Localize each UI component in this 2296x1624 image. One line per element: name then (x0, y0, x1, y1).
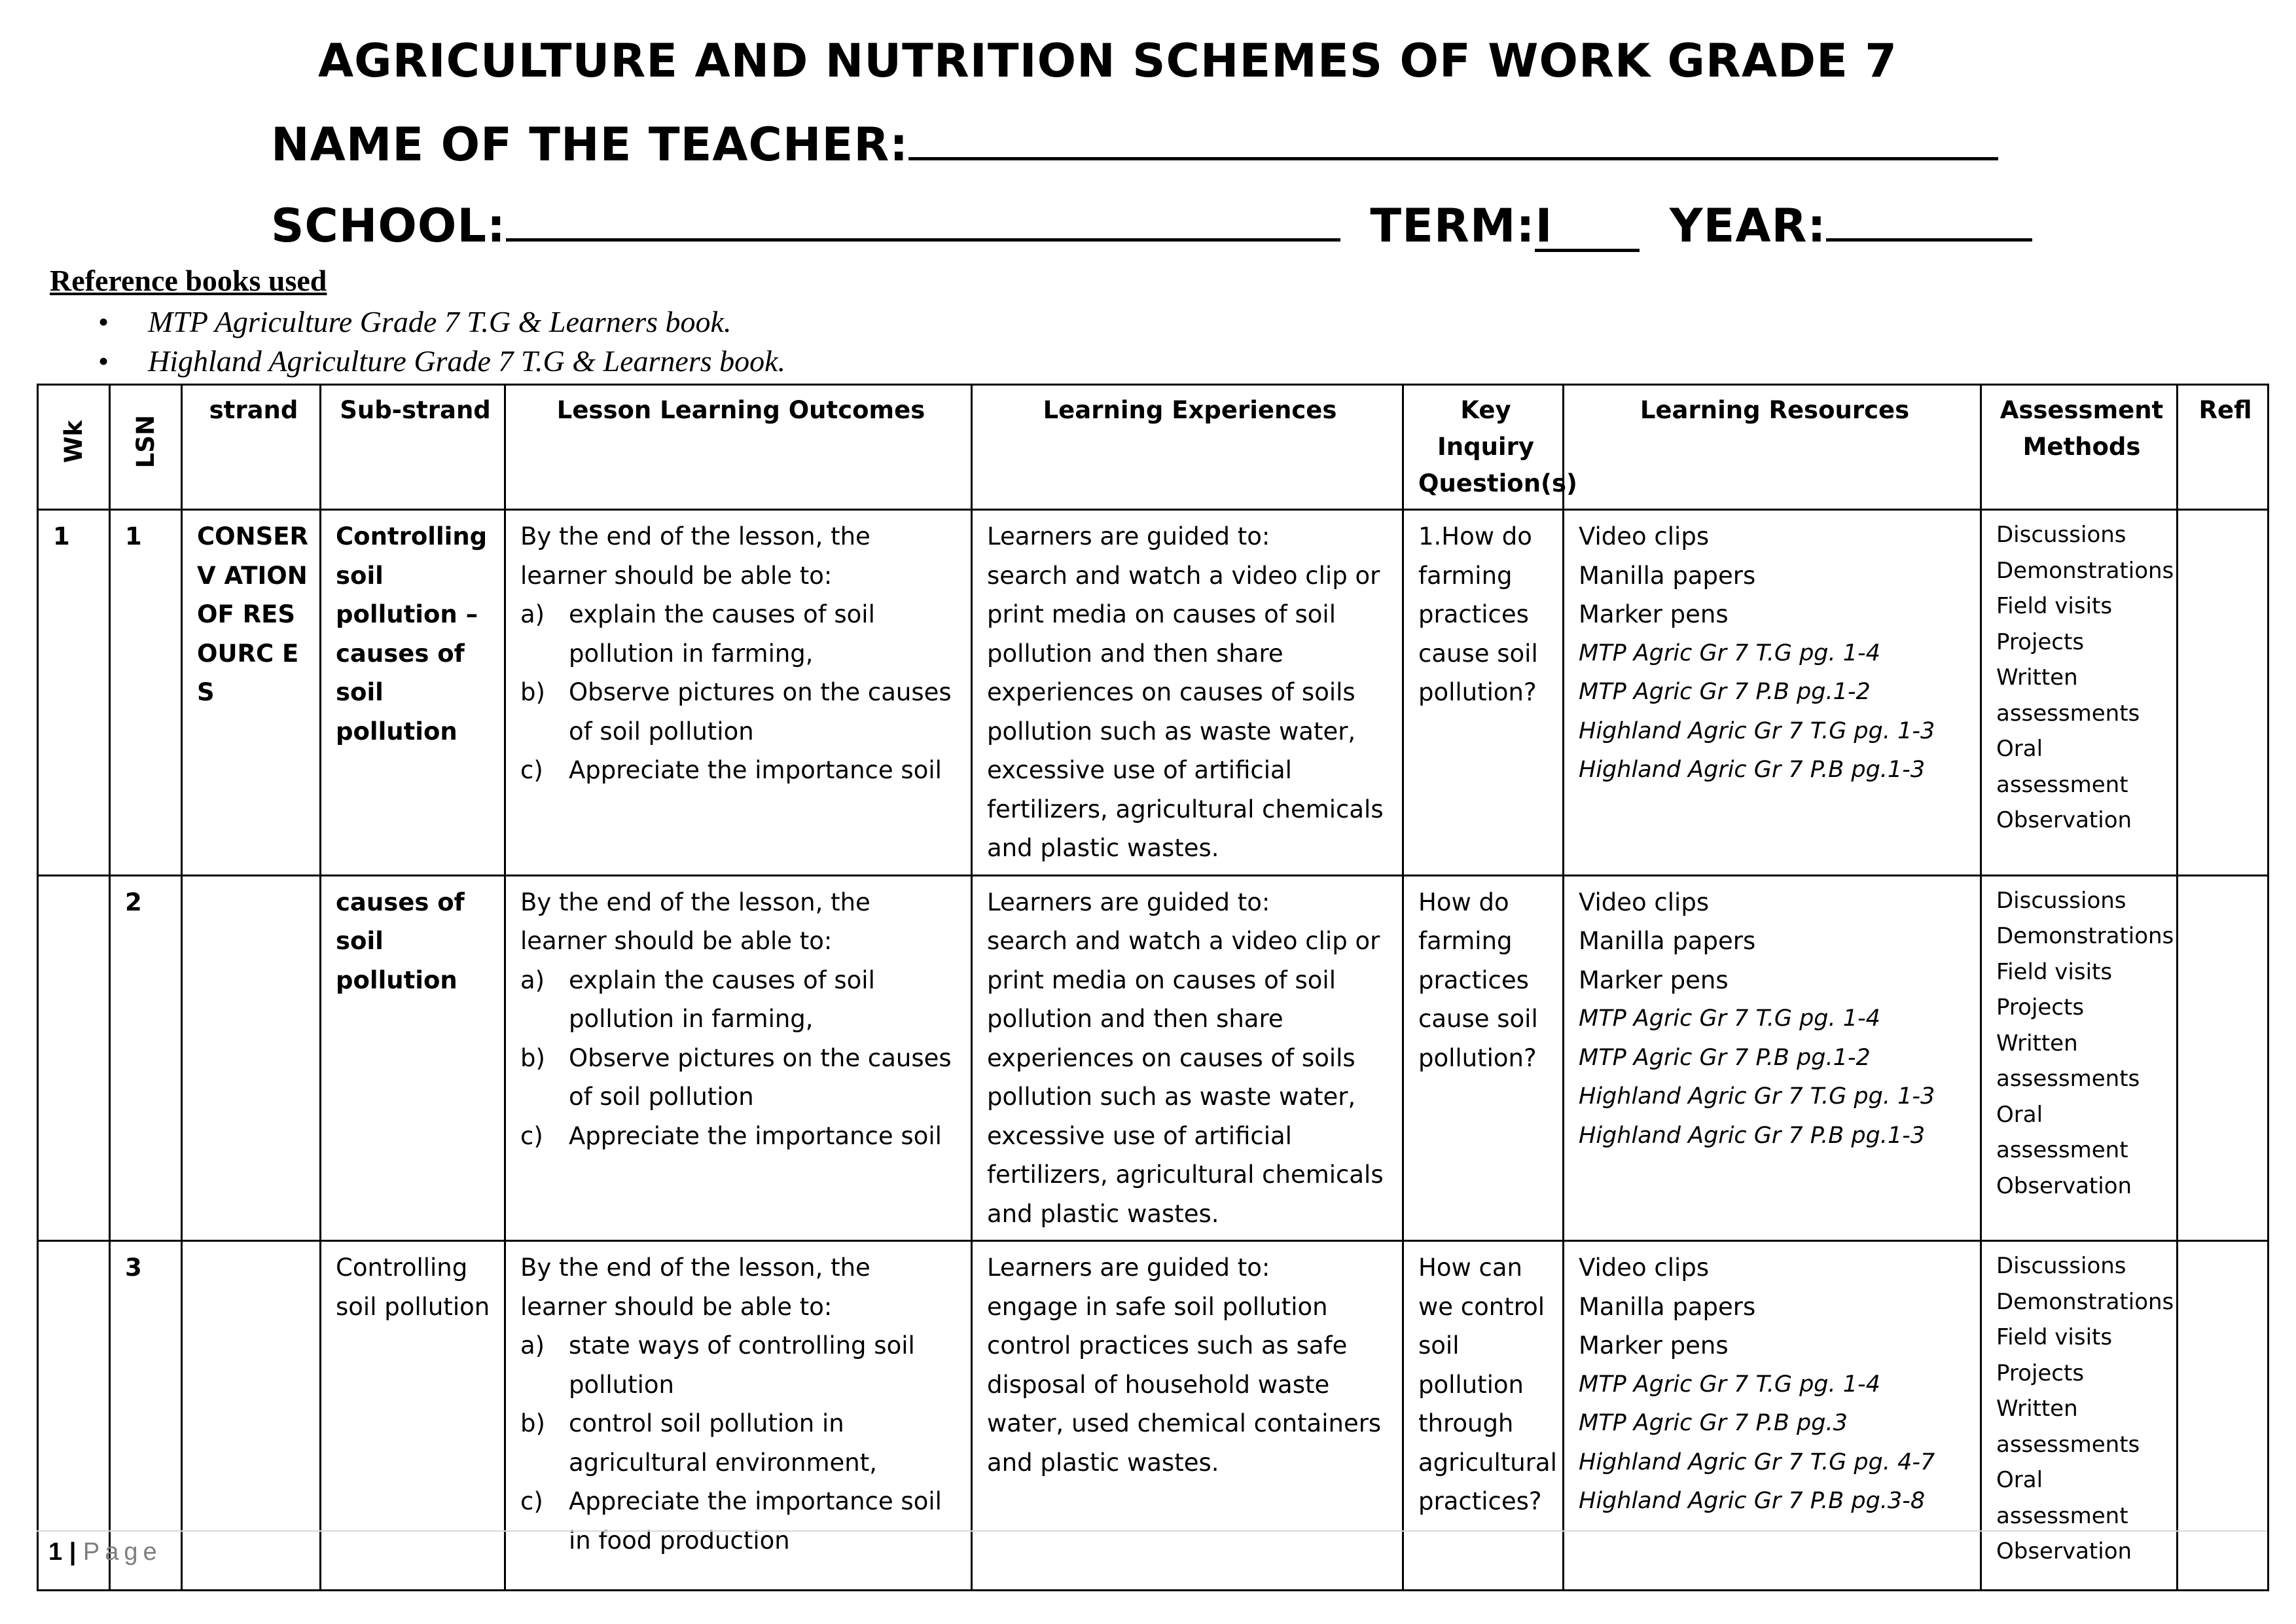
experience-intro: Learners are guided to: (987, 1254, 1270, 1282)
outcome-intro: By the end of the lesson, the learner should be able to: (520, 522, 870, 590)
inquiry-cell: How do farming practices cause soil pollution? (1403, 875, 1564, 1241)
table-row (38, 875, 2269, 1241)
resource-book-item: Highland Agric Gr 7 P.B pg.1-3 (1579, 1122, 1926, 1149)
outcome-item: a) explain the causes of soil pollution in farming, (520, 600, 875, 668)
resource-item: Video clips (1579, 888, 1710, 916)
resource-book-item: Highland Agric Gr 7 T.G pg. 1-3 (1579, 1083, 1935, 1110)
experiences-cell (972, 510, 1403, 876)
outcome-list (520, 595, 961, 790)
reference-book-item: • MTP Agriculture Grade 7 T.G & Learners book. (98, 302, 785, 342)
term-field[interactable] (1535, 199, 1640, 253)
header-substrand: Sub-strand (321, 385, 505, 510)
inquiry-cell: 1.How do farming practices cause soil pollution? (1403, 510, 1564, 876)
assessment-item: Field visits (1996, 1324, 2113, 1350)
assessment-item: Oral assessment (1996, 1467, 2128, 1529)
outcome-item: a) state ways of controlling soil pollution (520, 1331, 915, 1399)
resource-item: Marker pens (1579, 1331, 1729, 1360)
header-resources: Learning Resources (1564, 385, 1981, 510)
assessment-cell (1981, 875, 2178, 1241)
reference-books-list (98, 302, 785, 381)
assessment-item: Written assessments (1996, 1030, 2140, 1092)
resource-book-item: MTP Agric Gr 7 P.B pg.1-2 (1579, 1044, 1871, 1071)
school-label: SCHOOL: (271, 199, 506, 253)
week-cell: 1 (38, 510, 110, 876)
year-label: YEAR: (1669, 199, 1827, 253)
inquiry-cell: How can we control soil pollution through agricultural practices? (1403, 1241, 1564, 1591)
assessment-item: Field visits (1996, 958, 2113, 985)
header-strand: strand (182, 385, 321, 510)
strand-cell: CONSERV ATION OF RESOURC ES (182, 510, 321, 876)
lesson-cell: 3 (110, 1241, 182, 1591)
table-row (38, 1241, 2269, 1591)
reference-book-item: • Highland Agriculture Grade 7 T.G & Learners book. (98, 342, 785, 381)
teacher-name-field[interactable] (908, 119, 1998, 160)
experience-text: search and watch a video clip or print media on causes of soil pollution and then share experiences on causes of soils pollution such as waste water, excessive use of artificial fertilizers, agricultural chemicals and plastic wastes. (987, 927, 1384, 1228)
year-field[interactable] (1826, 200, 2032, 242)
experience-intro: Learners are guided to: (987, 522, 1270, 550)
page-word: Page (82, 1538, 162, 1566)
assessment-item: Demonstrations (1996, 1288, 2174, 1315)
assessment-cell (1981, 510, 2178, 876)
header-reflection: Refl (2178, 385, 2269, 510)
resource-book-item: Highland Agric Gr 7 P.B pg.3-8 (1579, 1488, 1926, 1514)
resources-cell (1564, 510, 1981, 876)
resource-item: Manilla papers (1579, 561, 1756, 590)
resource-item: Marker pens (1579, 965, 1729, 994)
teacher-name-label: NAME OF THE TEACHER: (271, 118, 909, 171)
week-cell (38, 875, 110, 1241)
substrand-cell: causes of soil pollution (321, 875, 505, 1241)
lesson-cell: 2 (110, 875, 182, 1241)
reference-books-title: Reference books used (50, 264, 327, 297)
resource-book-item: Highland Agric Gr 7 T.G pg. 1-3 (1579, 717, 1935, 744)
reflection-cell[interactable] (2178, 1241, 2269, 1591)
resource-book-item: Highland Agric Gr 7 T.G pg. 4-7 (1579, 1449, 1935, 1475)
header-inquiry: Key Inquiry Question(s) (1403, 385, 1564, 510)
assessment-item: Observation (1996, 1172, 2132, 1199)
assessment-item: Projects (1996, 994, 2085, 1020)
resource-book-item: MTP Agric Gr 7 T.G pg. 1-4 (1579, 640, 1880, 666)
outcome-item: c) Appreciate the importance soil in food production (520, 1487, 942, 1555)
experience-intro: Learners are guided to: (987, 888, 1270, 916)
document-title: AGRICULTURE AND NUTRITION SCHEMES OF WORK GRADE 7 (318, 34, 1898, 88)
resources-cell (1564, 875, 1981, 1241)
outcome-intro: By the end of the lesson, the learner should be able to: (520, 1254, 870, 1321)
assessment-item: Projects (1996, 1360, 2085, 1386)
page-separator: | (69, 1538, 77, 1566)
outcome-item: b) Observe pictures on the causes of soil pollution (520, 1043, 952, 1111)
assessment-item: Field visits (1996, 593, 2113, 619)
term-value: I (1535, 199, 1553, 253)
outcomes-cell (505, 510, 972, 876)
resource-item: Marker pens (1579, 600, 1729, 628)
scheme-of-work-table (37, 384, 2269, 1591)
lesson-cell: 1 (110, 510, 182, 876)
teacher-name-line (271, 118, 1998, 171)
outcome-item: a) explain the causes of soil pollution in farming, (520, 965, 875, 1033)
outcome-item: c) Appreciate the importance soil (520, 1121, 942, 1150)
header-assessment: Assessment Methods (1981, 385, 2178, 510)
term-label: TERM: (1370, 199, 1535, 253)
resource-item: Video clips (1579, 1254, 1710, 1282)
resource-item: Video clips (1579, 522, 1710, 550)
table-row (38, 510, 2269, 876)
assessment-item: Oral assessment (1996, 736, 2128, 798)
outcome-item: b) control soil pollution in agricultural environment, (520, 1409, 878, 1477)
reflection-cell[interactable] (2178, 510, 2269, 876)
assessment-item: Discussions (1996, 1253, 2126, 1279)
outcome-intro: By the end of the lesson, the learner should be able to: (520, 888, 870, 955)
assessment-item: Written assessments (1996, 664, 2140, 727)
page-footer (48, 1538, 162, 1566)
page-number: 1 (48, 1538, 63, 1566)
outcome-item: c) Appreciate the importance soil (520, 756, 942, 784)
experiences-cell (972, 1241, 1403, 1591)
header-outcomes: Lesson Learning Outcomes (505, 385, 972, 510)
school-field[interactable] (506, 200, 1340, 242)
assessment-item: Discussions (1996, 887, 2126, 914)
experience-text: engage in safe soil pollution control practices such as safe disposal of household waste water, used chemical containers and plastic wastes. (987, 1292, 1382, 1477)
resource-book-item: MTP Agric Gr 7 P.B pg.1-2 (1579, 679, 1871, 705)
resource-book-item: MTP Agric Gr 7 P.B pg.3 (1579, 1410, 1848, 1436)
outcome-list (520, 1326, 961, 1560)
school-term-year-line (271, 200, 2032, 252)
assessment-item: Oral assessment (1996, 1101, 2128, 1163)
resource-item: Manilla papers (1579, 1292, 1756, 1321)
outcomes-cell (505, 1241, 972, 1591)
header-week: Wk (38, 385, 110, 510)
resource-book-item: MTP Agric Gr 7 T.G pg. 1-4 (1579, 1005, 1880, 1032)
assessment-item: Observation (1996, 807, 2132, 833)
assessment-item: Demonstrations (1996, 923, 2174, 949)
resources-cell (1564, 1241, 1981, 1591)
resource-book-item: Highland Agric Gr 7 P.B pg.1-3 (1579, 757, 1926, 783)
substrand-cell: Controlling soil pollution (321, 1241, 505, 1591)
header-experiences: Learning Experiences (972, 385, 1403, 510)
outcomes-cell (505, 875, 972, 1241)
table-header-row (38, 385, 2269, 510)
assessment-item: Demonstrations (1996, 557, 2174, 584)
assessment-item: Discussions (1996, 522, 2126, 548)
reflection-cell[interactable] (2178, 875, 2269, 1241)
outcome-item: b) Observe pictures on the causes of soil pollution (520, 678, 952, 746)
assessment-cell (1981, 1241, 2178, 1591)
experience-text: search and watch a video clip or print media on causes of soil pollution and then share experiences on causes of soils pollution such as waste water, excessive use of artificial fertilizers, agricultural chemicals and plastic wastes. (987, 561, 1384, 862)
strand-cell (182, 875, 321, 1241)
assessment-item: Observation (1996, 1538, 2132, 1564)
header-lesson: LSN (110, 385, 182, 510)
resource-book-item: MTP Agric Gr 7 T.G pg. 1-4 (1579, 1371, 1880, 1398)
substrand-cell: Controlling soil pollution – causes of soil pollution (321, 510, 505, 876)
assessment-item: Projects (1996, 628, 2085, 655)
footer-divider (37, 1530, 2267, 1532)
outcome-list (520, 961, 961, 1156)
resource-item: Manilla papers (1579, 927, 1756, 955)
assessment-item: Written assessments (1996, 1396, 2140, 1458)
experiences-cell (972, 875, 1403, 1241)
strand-cell (182, 1241, 321, 1591)
